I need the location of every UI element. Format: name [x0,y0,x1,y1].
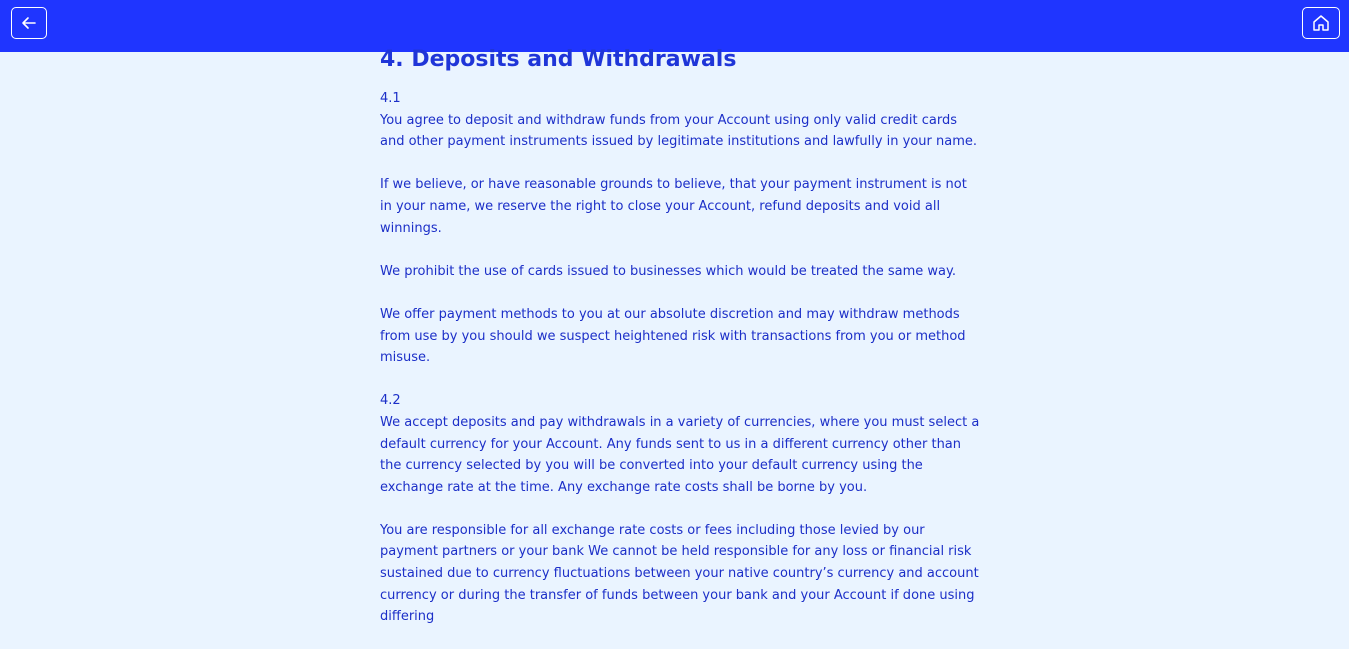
home-button[interactable] [1302,7,1340,39]
arrow-left-icon [20,14,38,32]
page-heading: 4. Deposits and Withdrawals [380,47,737,72]
paragraph: You agree to deposit and withdraw funds from your Account using only valid credit cards and other payment instruments issued by legitimate institutions and lawfully in your name. [380,112,977,150]
paragraph: We offer payment methods to you at our absolute discretion and may withdraw methods from use by you should we suspect heightened risk with transactions from you or method misuse. [380,306,966,366]
paragraph: We accept deposits and pay withdrawals in a variety of currencies, where you must select a default currency for your Account. Any funds sent to us in a different currency other than the currency selected by you will be converted into your default currency using the exchange rate at the time. Any exchange rate costs shall be borne by you. [380,414,980,495]
back-button[interactable] [11,7,47,39]
section-4-1 [380,88,980,369]
terms-content [380,44,980,649]
section-4-2 [380,390,980,628]
section-number: 4.2 [380,393,401,409]
paragraph: We prohibit the use of cards issued to businesses which would be treated the same way. [380,263,956,279]
paragraph: You are responsible for all exchange rate costs or fees including those levied by our payment partners or your bank We cannot be held responsible for any loss or financial risk sustained due to currency fluctuations between your native country’s currency and account currency or during the transfer of funds between your bank and your Account if done using differing [380,522,979,625]
section-number: 4.1 [380,91,401,106]
home-icon [1311,13,1331,33]
paragraph: If we believe, or have reasonable grounds to believe, that your payment instrument is not in your name, we reserve the right to close your Account, refund deposits and void all winnings. [380,177,967,236]
